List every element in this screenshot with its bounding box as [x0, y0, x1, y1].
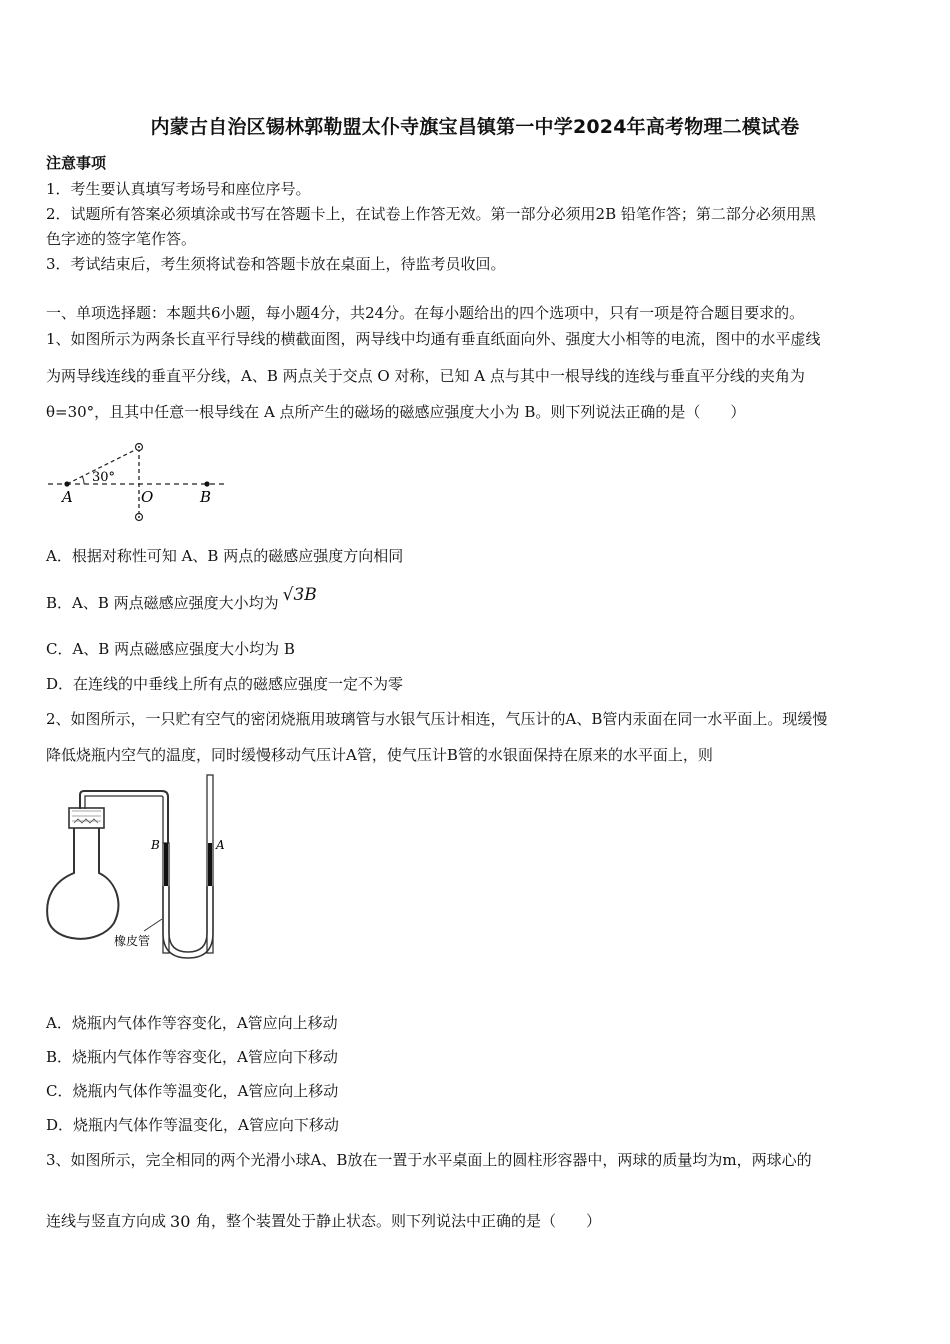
flask [47, 828, 118, 939]
q1-option-d: D．在连线的中垂线上所有点的磁感应强度一定不为零 [46, 675, 404, 693]
q1-option-b-math: √3B [282, 585, 317, 605]
q2-option-c: C．烧瓶内气体作等温变化，A管应向上移动 [46, 1082, 339, 1100]
q2-option-b: B．烧瓶内气体作等容变化，A管应向下移动 [46, 1048, 338, 1066]
notice-heading: 注意事项 [46, 154, 107, 172]
q3-stem-line-2-start: 连线与竖直方向成 [46, 1212, 167, 1230]
q1-label-a: A [62, 488, 73, 506]
q1-angle-label: 30° [92, 470, 116, 485]
q2-label-b: B [151, 838, 160, 852]
q1-stem-line-1: 1、如图所示为两条长直平行导线的横截面图，两导线中均通有垂直纸面向外、强度大小相等的电流，图中的水平虚线 [46, 330, 821, 348]
q3-stem-line-2-end: 角，整个装置处于静止状态。则下列说法中正确的是（ ） [196, 1212, 602, 1230]
q1-label-o: O [141, 488, 154, 506]
q3-angle-value: 30 [170, 1212, 191, 1231]
q2-stem-line-1: 2、如图所示，一只贮有空气的密闭烧瓶用玻璃管与水银气压计相连，气压计的A、B管内汞面在同一水平面上。现缓慢 [46, 710, 828, 728]
q2-label-a: A [216, 838, 225, 852]
rubber-hose [163, 886, 213, 958]
point-a-dot [64, 481, 69, 486]
q2-figure [44, 773, 244, 973]
mercury-a [208, 843, 212, 886]
point-b-dot [204, 481, 209, 486]
notice-item-2-cont: 色字迹的签字笔作答。 [46, 230, 197, 248]
q3-stem-line-1: 3、如图所示，完全相同的两个光滑小球A、B放在一置于水平桌面上的圆柱形容器中，两球的质量均为m，两球心的 [46, 1151, 812, 1169]
mercury-b [164, 843, 168, 886]
q2-stem-line-2: 降低烧瓶内空气的温度，同时缓慢移动气压计A管，使气压计B管的水银面保持在原来的水平面上，则 [46, 746, 713, 764]
q1-figure [44, 440, 234, 526]
q1-option-b [46, 585, 317, 613]
notice-item-3: 3．考试结束后，考生须将试卷和答题卡放在桌面上，待监考员收回。 [46, 255, 506, 273]
angle-arc [82, 476, 84, 484]
q2-option-d: D．烧瓶内气体作等温变化，A管应向下移动 [46, 1116, 339, 1134]
q1-option-a: A．根据对称性可知 A、B 两点的磁感应强度方向相同 [46, 547, 404, 565]
q1-label-b: B [200, 488, 212, 506]
section-heading: 一、单项选择题：本题共6小题，每小题4分，共24分。在每小题给出的四个选项中，只有一项是符合题目要求的。 [46, 304, 805, 322]
q3-stem-line-2 [46, 1210, 601, 1231]
notice-item-1: 1．考生要认真填写考场号和座位序号。 [46, 180, 311, 198]
q2-option-a: A．烧瓶内气体作等容变化，A管应向上移动 [46, 1014, 338, 1032]
q2-label-hose: 橡皮管 [114, 934, 151, 948]
q1-option-b-text: B．A、B 两点磁感应强度大小均为 [46, 594, 279, 612]
page-title: 内蒙古自治区锡林郭勒盟太仆寺旗宝昌镇第一中学2024年高考物理二模试卷 [150, 116, 800, 138]
q1-stem-line-3: θ=30°，且其中任意一根导线在 A 点所产生的磁场的磁感应强度大小为 B。则下列说法正确的是（ ） [46, 403, 746, 421]
notice-item-2: 2．试题所有答案必须填涂或书写在答题卡上，在试卷上作答无效。第一部分必须用2B 铅笔作答；第二部分必须用黑 [46, 205, 816, 223]
q1-stem-line-2: 为两导线连线的垂直平分线，A、B 两点关于交点 O 对称，已知 A 点与其中一根导线的连线与垂直平分线的夹角为 [46, 367, 805, 385]
q1-option-c: C．A、B 两点磁感应强度大小均为 B [46, 640, 295, 658]
